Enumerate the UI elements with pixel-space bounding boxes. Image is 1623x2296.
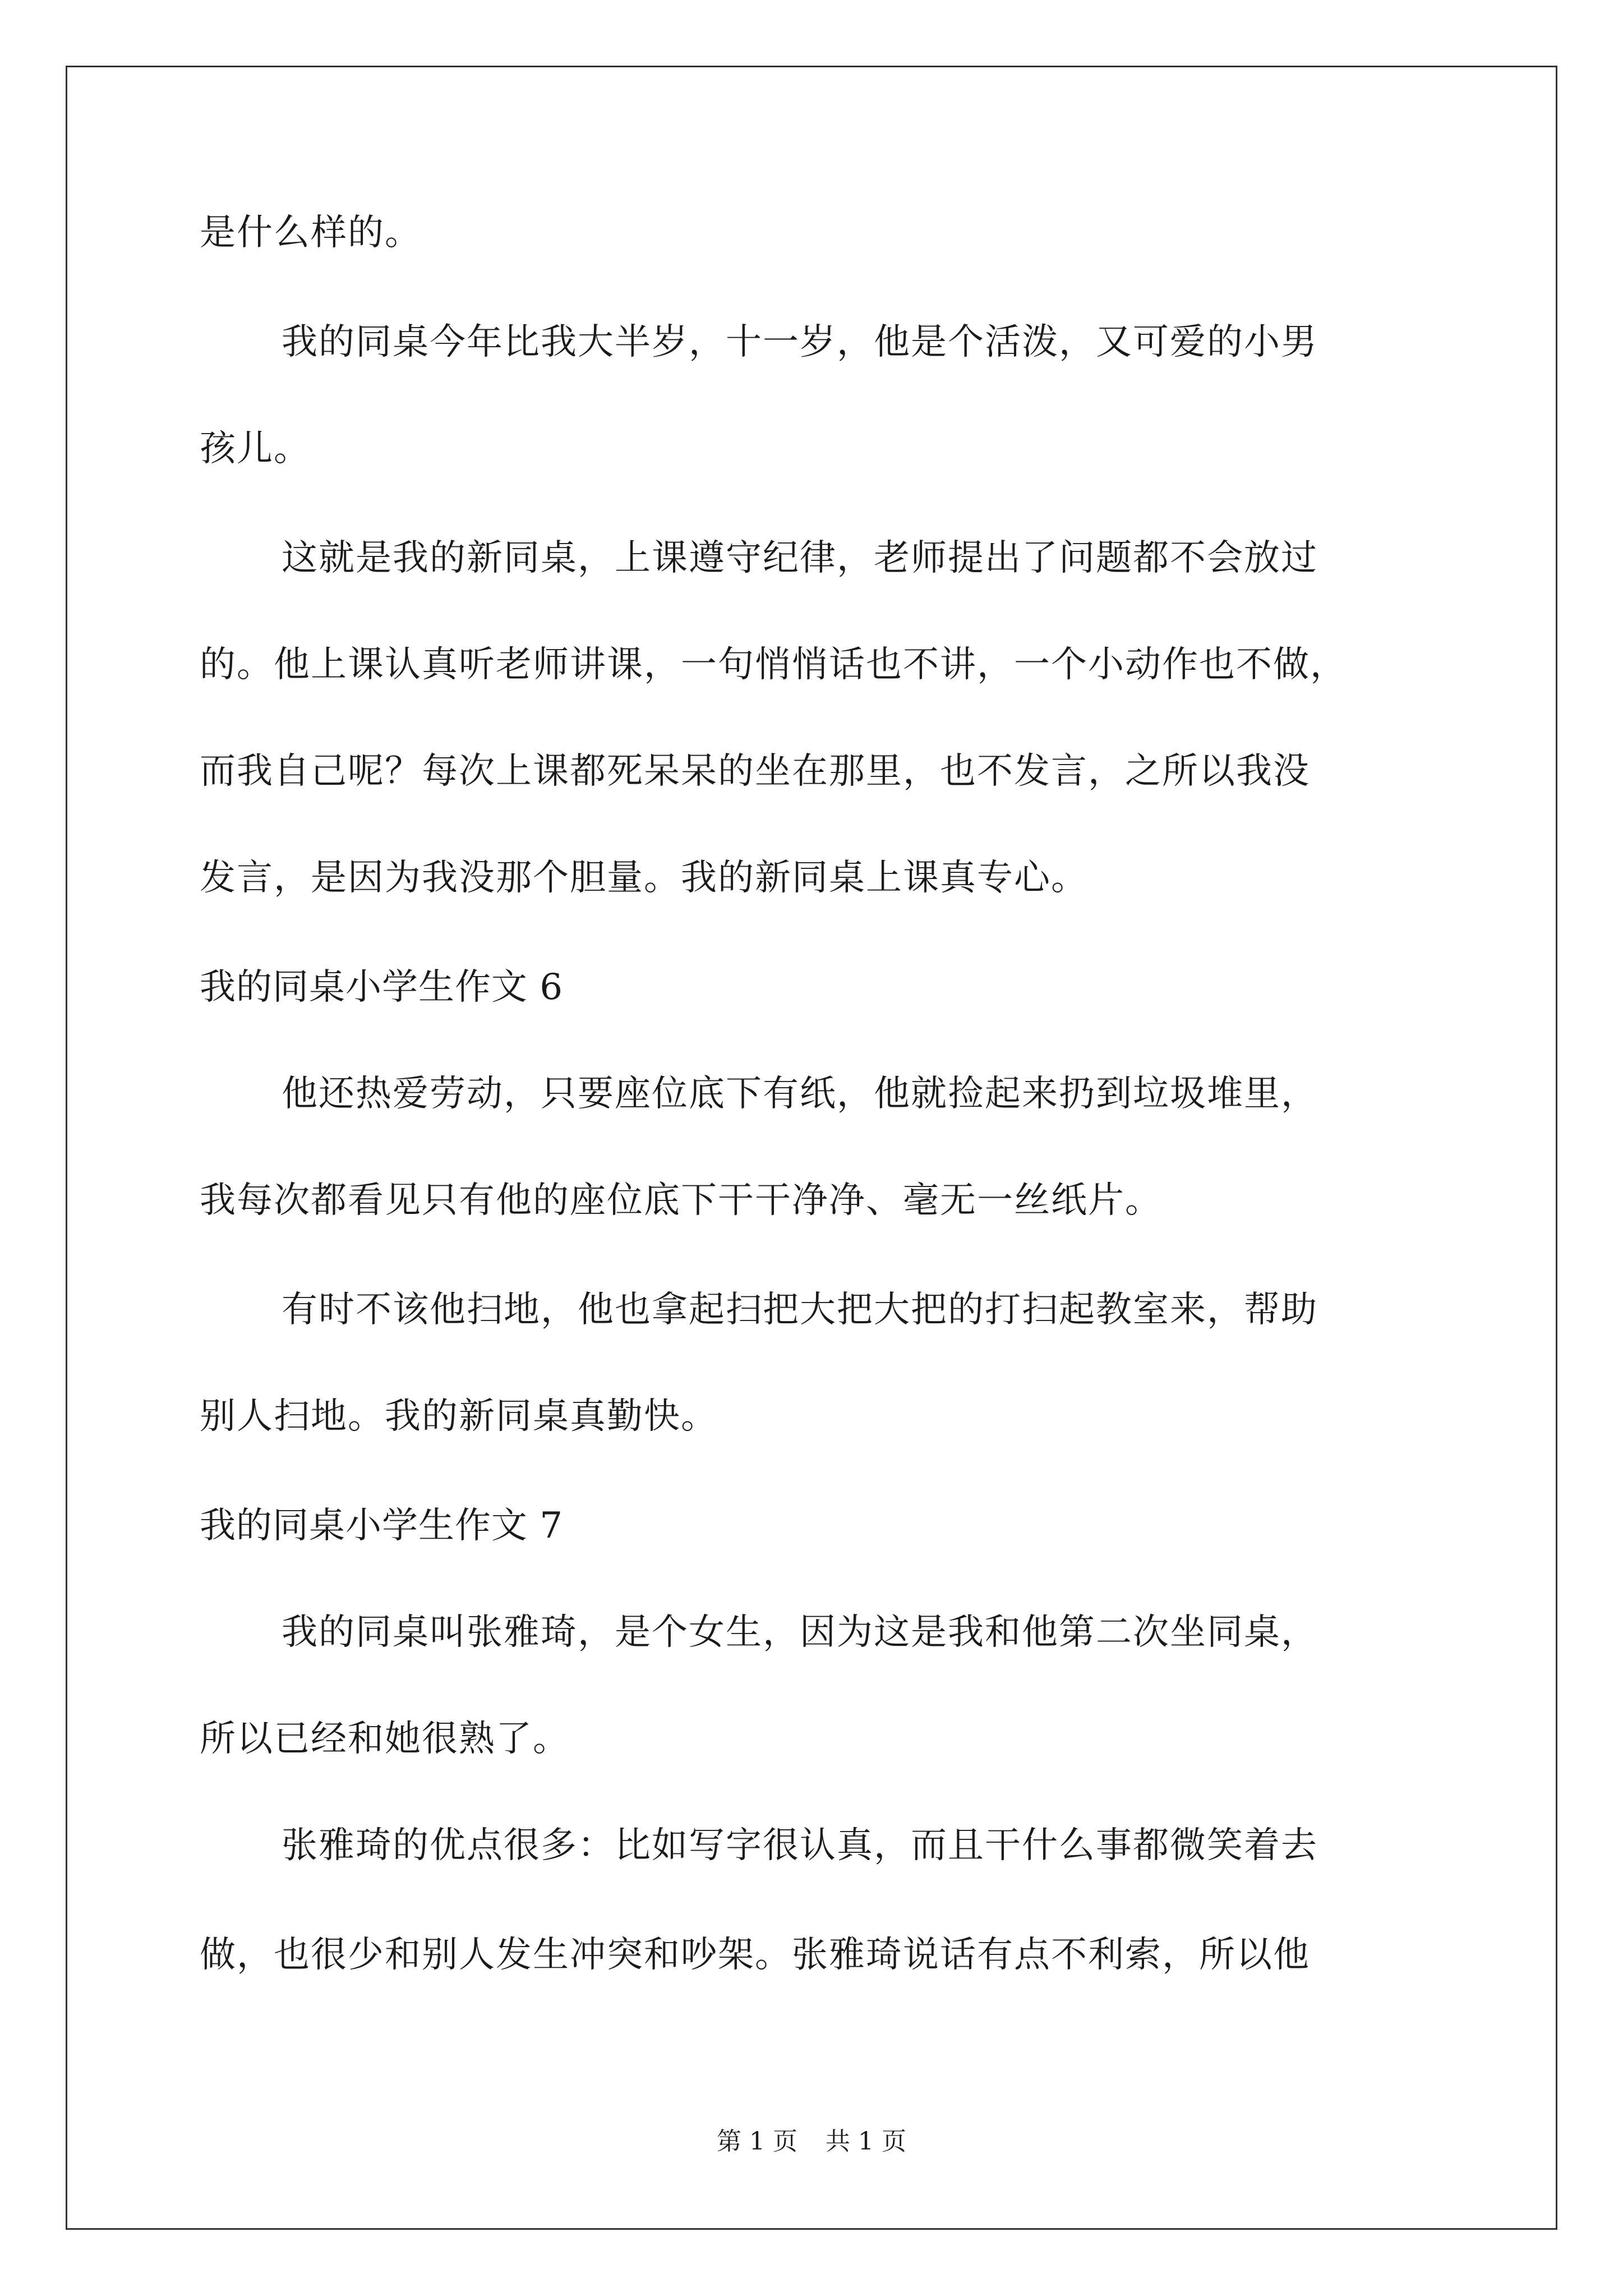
body-line-17: 做，也很少和别人发生冲突和吵架。张雅琦说话有点不利索，所以他 — [200, 1934, 1310, 1976]
body-line-14: 我的同桌叫张雅琦，是个女生，因为这是我和他第二次坐同桌， — [282, 1612, 1318, 1653]
body-line-15: 所以已经和她很熟了。 — [200, 1718, 570, 1760]
body-line-3: 孩儿。 — [200, 428, 311, 470]
body-line-1: 是什么样的。 — [200, 212, 422, 254]
body-line-6: 而我自己呢？每次上课都死呆呆的坐在那里，也不发言，之所以我没 — [200, 751, 1310, 792]
page-border — [66, 66, 1557, 2230]
body-line-16: 张雅琦的优点很多：比如写字很认真，而且干什么事都微笑着去 — [282, 1825, 1318, 1866]
body-line-2: 我的同桌今年比我大半岁，十一岁，他是个活泼，又可爱的小男 — [282, 321, 1318, 363]
body-line-4: 这就是我的新同桌，上课遵守纪律，老师提出了问题都不会放过 — [282, 537, 1318, 579]
body-line-9: 他还热爱劳动，只要座位底下有纸，他就捡起来扔到垃圾堆里， — [282, 1073, 1318, 1115]
body-line-12: 别人扫地。我的新同桌真勤快。 — [200, 1396, 718, 1437]
body-line-5: 的。他上课认真听老师讲课，一句悄悄话也不讲，一个小动作也不做， — [200, 644, 1347, 685]
body-line-7: 发言，是因为我没那个胆量。我的新同桌上课真专心。 — [200, 857, 1088, 899]
page-total: 共 1 页 — [826, 2127, 906, 2156]
body-line-10: 我每次都看见只有他的座位底下干干净净、毫无一丝纸片。 — [200, 1180, 1162, 1221]
section-heading-7: 我的同桌小学生作文 7 — [200, 1505, 564, 1547]
page-footer — [0, 2125, 1623, 2159]
section-heading-6: 我的同桌小学生作文 6 — [200, 967, 564, 1008]
page-number: 第 1 页 — [717, 2127, 797, 2156]
body-line-11: 有时不该他扫地，他也拿起扫把大把大把的打扫起教室来，帮助 — [282, 1289, 1318, 1331]
